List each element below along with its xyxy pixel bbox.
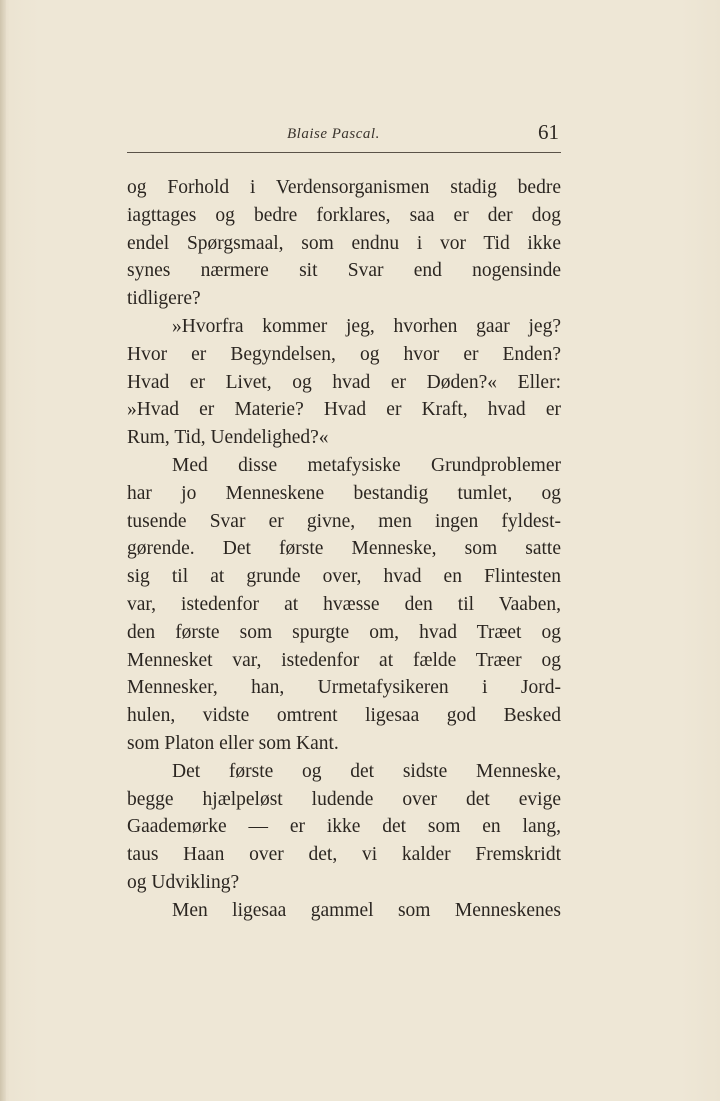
text-line: endel Spørgsmaal, som endnu i vor Tid ikke [127, 232, 561, 254]
text-line: tusende Svar er givne, men ingen fyldest- [127, 510, 561, 532]
text-line: og Forhold i Verdensorganismen stadig bedre [127, 177, 561, 198]
text-line: Med disse metafysiske Grundproblemer [172, 454, 561, 476]
running-title: Blaise Pascal. [287, 126, 380, 142]
text-line: tidligere? [127, 288, 201, 310]
page-number: 61 [538, 120, 559, 144]
text-line: hulen, vidste omtrent ligesaa god Besked [127, 705, 561, 727]
running-header [127, 120, 561, 154]
text-line: iagttages og bedre forklares, saa er der dog [127, 204, 561, 226]
text-line: gørende. Det første Menneske, som satte [127, 538, 561, 560]
text-line: synes nærmere sit Svar end nogensinde [127, 260, 561, 282]
text-line: Men ligesaa gammel som Menneskenes [172, 899, 561, 921]
text-line: var, istedenfor at hvæsse den til Vaaben, [127, 593, 561, 615]
text-line: »Hvad er Materie? Hvad er Kraft, hvad er [127, 399, 561, 421]
text-line: Gaademørke — er ikke det som en lang, [127, 816, 561, 838]
text-line: Det første og det sidste Menneske, [172, 760, 561, 782]
text-line: Mennesket var, istedenfor at fælde Træer og [127, 649, 561, 671]
page-binding-edge [0, 0, 6, 1101]
header-rule [127, 152, 561, 153]
text-line: Hvad er Livet, og hvad er Døden?« Eller: [127, 371, 561, 393]
text-line: Hvor er Begyndelsen, og hvor er Enden? [127, 343, 561, 365]
text-line: Rum, Tid, Uendelighed?« [127, 427, 329, 449]
text-line: og Udvikling? [127, 871, 240, 893]
text-line: Mennesker, han, Urmetafysikeren i Jord- [127, 677, 561, 699]
text-line: »Hvorfra kommer jeg, hvorhen gaar jeg? [172, 315, 561, 337]
text-line: som Platon eller som Kant. [127, 732, 339, 754]
text-line: begge hjælpeløst ludende over det evige [127, 788, 561, 810]
text-line: har jo Menneskene bestandig tumlet, og [127, 482, 561, 504]
body-text [127, 174, 561, 925]
text-line: sig til at grunde over, hvad en Flintesten [127, 566, 561, 588]
text-line: den første som spurgte om, hvad Træet og [127, 621, 561, 643]
text-line: taus Haan over det, vi kalder Fremskridt [127, 844, 561, 866]
